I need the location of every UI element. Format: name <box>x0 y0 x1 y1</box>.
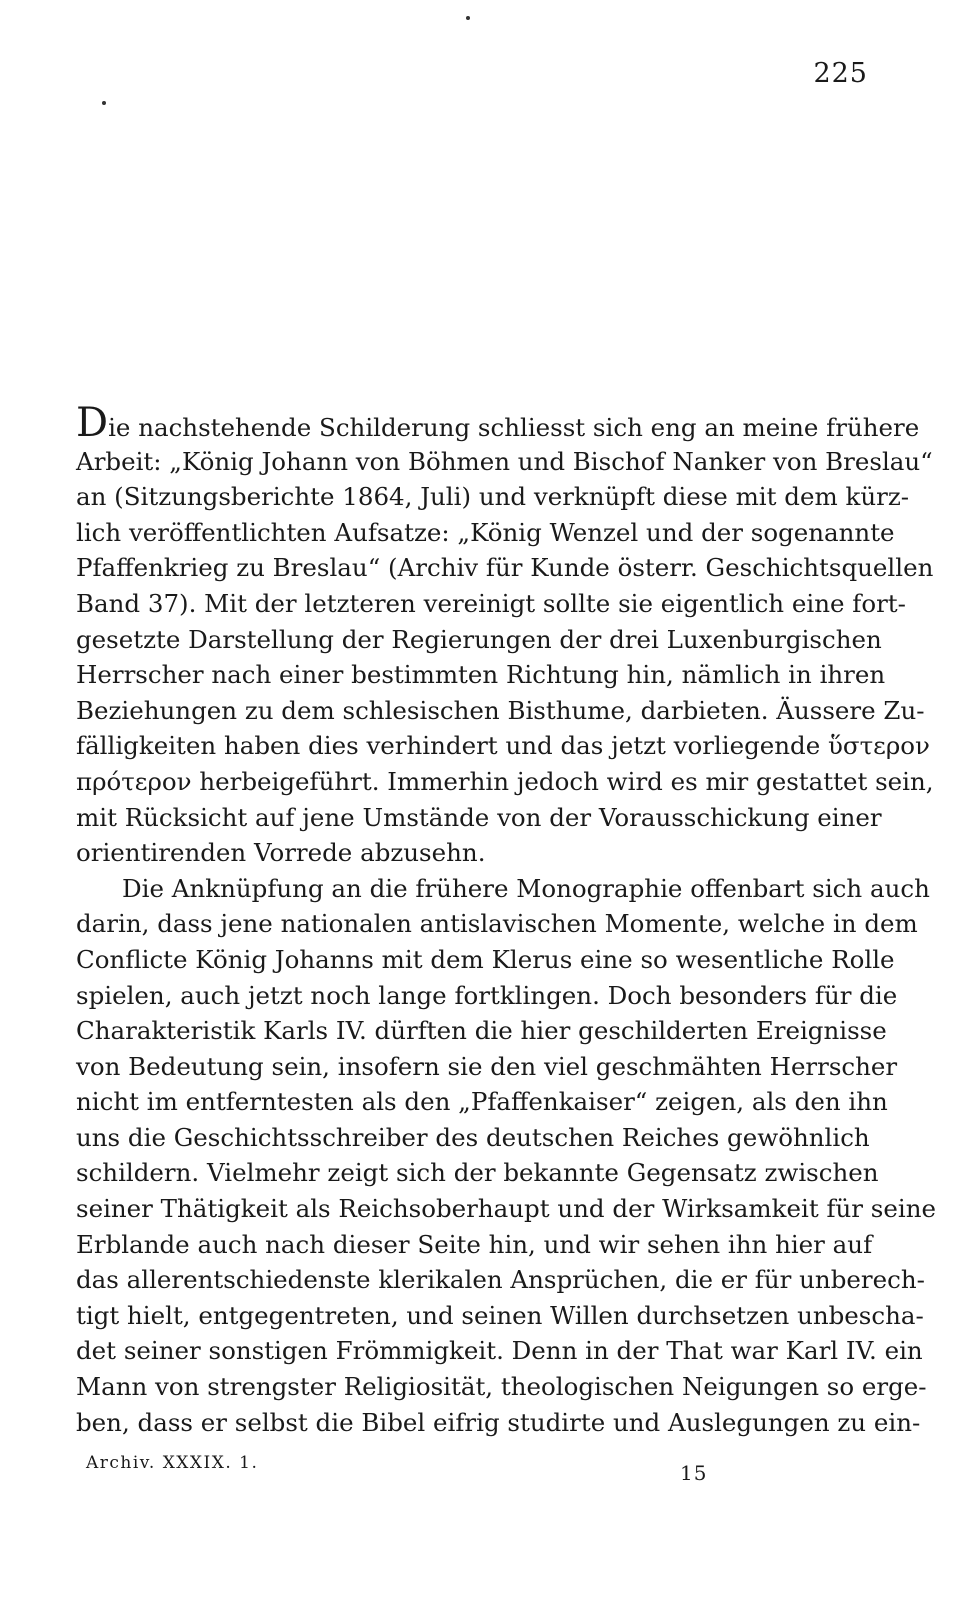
text-line <box>76 515 895 551</box>
text-line <box>76 906 918 942</box>
text-line <box>76 1013 887 1049</box>
text-line <box>76 764 934 800</box>
text-line <box>76 871 930 907</box>
printer-signature: Archiv. XXXIX. 1. <box>86 1453 259 1473</box>
text-line <box>76 479 909 515</box>
text-line-content: uns die Geschichtsschreiber des deutschen Reiches gewöhnlich <box>76 1122 870 1152</box>
text-line-content: ben, dass er selbst die Bibel eifrig studirte und Auslegungen zu ein- <box>76 1407 921 1437</box>
text-line <box>76 1049 898 1085</box>
text-line-content: ie nachstehende Schilderung schliesst sich eng an meine frühere <box>108 413 920 442</box>
text-line-content: das allerentschiedenste klerikalen Ansprüchen, die er für unberech- <box>76 1265 925 1295</box>
text-line-content: lich veröffentlichten Aufsatze: „König Wenzel und der sogenannte <box>76 517 895 547</box>
text-line <box>76 942 895 978</box>
text-line <box>76 728 930 764</box>
text-line-content: seiner Thätigkeit als Reichsoberhaupt und der Wirksamkeit für seine <box>76 1194 936 1224</box>
page-number: 225 <box>813 58 868 89</box>
text-line <box>76 1227 873 1263</box>
text-line-content: fälligkeiten haben dies verhindert und das jetzt vorliegende ὕστερον <box>76 731 930 761</box>
text-line <box>76 1369 927 1405</box>
text-line <box>76 1333 923 1369</box>
text-line-content: Mann von strengster Religiosität, theologischen Neigungen so erge- <box>76 1372 927 1402</box>
text-line <box>76 1298 924 1334</box>
text-line-content: darin, dass jene nationalen antislavischen Momente, welche in dem <box>76 909 918 939</box>
text-line <box>76 444 933 480</box>
text-line-content: spielen, auch jetzt noch lange fortklingen. Doch besonders für die <box>76 980 898 1010</box>
text-line-content: Erblande auch nach dieser Seite hin, und wir sehen ihn hier auf <box>76 1229 873 1259</box>
text-line <box>76 1155 879 1191</box>
text-line-content: gesetzte Darstellung der Regierungen der drei Luxenburgischen <box>76 624 882 654</box>
text-line <box>76 622 882 658</box>
text-line <box>76 835 856 871</box>
text-line <box>76 978 898 1014</box>
text-line-content: Arbeit: „König Johann von Böhmen und Bischof Nanker von Breslau“ <box>76 446 933 476</box>
text-line-content: mit Rücksicht auf jene Umstände von der Vorausschickung einer <box>76 802 882 832</box>
text-line-content: Herrscher nach einer bestimmten Richtung hin, nämlich in ihren <box>76 660 886 690</box>
text-line-content: Conflicte König Johanns mit dem Klerus eine so wesentliche Rolle <box>76 944 895 974</box>
text-line <box>76 657 886 693</box>
text-line-content: Die Anknüpfung an die frühere Monographie offenbart sich auch <box>122 873 930 903</box>
text-line <box>76 550 934 586</box>
print-speck <box>466 16 470 20</box>
text-line <box>76 693 925 729</box>
text-line <box>76 1084 888 1120</box>
text-line <box>76 1191 936 1227</box>
text-line-content: πρότερον herbeigeführt. Immerhin jedoch wird es mir gestattet sein, <box>76 766 934 796</box>
text-line-content: Pfaffenkrieg zu Breslau“ (Archiv für Kunde österr. Geschichtsquellen <box>76 553 934 583</box>
text-line-content: von Bedeutung sein, insofern sie den viel geschmähten Herrscher <box>76 1051 898 1081</box>
text-line-content: det seiner sonstigen Frömmigkeit. Denn in der That war Karl IV. ein <box>76 1336 923 1366</box>
text-line-content: an (Sitzungsberichte 1864, Juli) und verknüpft diese mit dem kürz- <box>76 482 909 512</box>
text-line <box>76 400 920 446</box>
text-line-content: Charakteristik Karls IV. dürften die hier geschilderten Ereignisse <box>76 1016 887 1046</box>
drop-cap: D <box>76 400 109 446</box>
sheet-number: 15 <box>680 1461 708 1485</box>
text-line-content: Beziehungen zu dem schlesischen Bisthume, darbieten. Äussere Zu- <box>76 695 925 725</box>
text-line <box>76 586 906 622</box>
print-speck <box>102 101 106 105</box>
text-line-content: tigt hielt, entgegentreten, und seinen Willen durchsetzen unbescha- <box>76 1300 924 1330</box>
text-line <box>76 800 882 836</box>
text-line-content: schildern. Vielmehr zeigt sich der bekannte Gegensatz zwischen <box>76 1158 879 1188</box>
page-footer <box>86 1453 726 1493</box>
text-line <box>76 1120 870 1156</box>
body-text <box>76 400 936 1440</box>
text-line-content: nicht im entferntesten als den „Pfaffenkaiser“ zeigen, als den ihn <box>76 1087 888 1117</box>
text-line <box>76 1262 925 1298</box>
text-line-content: orientirenden Vorrede abzusehn. <box>76 838 486 868</box>
text-line <box>76 1405 921 1441</box>
text-line-content: Band 37). Mit der letzteren vereinigt sollte sie eigentlich eine fort- <box>76 588 906 618</box>
